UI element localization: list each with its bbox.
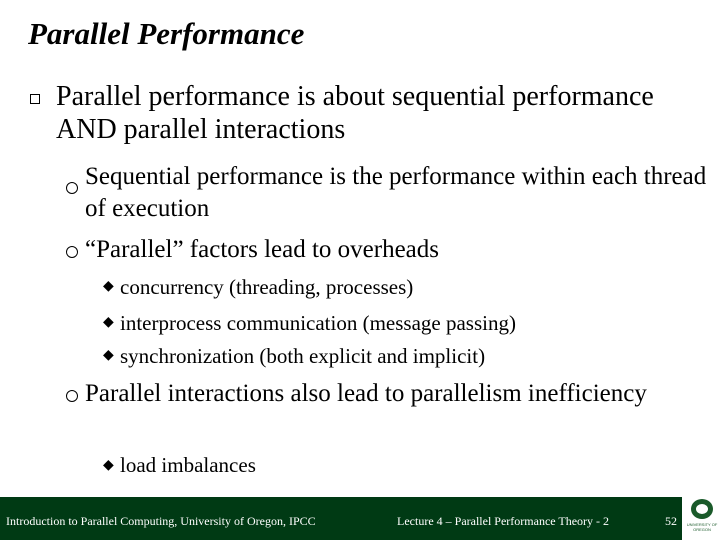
page-number: 52 bbox=[665, 514, 677, 528]
logo-wordmark: UNIVERSITY OF OREGON bbox=[686, 522, 718, 532]
slide-title: Parallel Performance bbox=[28, 16, 305, 51]
circle-bullet-icon bbox=[66, 246, 78, 258]
footer-bar bbox=[0, 497, 682, 540]
diamond-bullet-icon: ◆ bbox=[103, 458, 114, 473]
footer-lecture: Lecture 4 – Parallel Performance Theory - 2 bbox=[397, 514, 610, 528]
circle-bullet-icon bbox=[66, 182, 78, 194]
oregon-o-logo-icon bbox=[691, 499, 713, 519]
diamond-bullet-icon: ◆ bbox=[103, 315, 114, 330]
footer-course: Introduction to Parallel Computing, University of Oregon, IPCC bbox=[6, 514, 316, 528]
diamond-bullet-icon: ◆ bbox=[103, 348, 114, 363]
square-bullet-icon bbox=[30, 94, 40, 104]
bullet-l1-text: Parallel performance is about sequential performance AND parallel interactions bbox=[56, 81, 654, 145]
bullet-l3-interprocess: interprocess communication (message passing) bbox=[120, 311, 516, 335]
circle-bullet-icon bbox=[66, 390, 78, 402]
university-logo bbox=[684, 497, 720, 540]
bullet-l3-synchronization: synchronization (both explicit and implicit) bbox=[120, 344, 486, 368]
bullet-l3-load-imbalances: load imbalances bbox=[120, 453, 256, 477]
bullet-l3-concurrency: concurrency (threading, processes) bbox=[120, 275, 414, 299]
bullet-l2-interactions: Parallel interactions also lead to parallelism inefficiency bbox=[85, 380, 647, 407]
bullet-l2-overheads: “Parallel” factors lead to overheads bbox=[85, 236, 439, 263]
diamond-bullet-icon: ◆ bbox=[103, 279, 114, 294]
bullet-l2-sequential: Sequential performance is the performance within each thread of execution bbox=[85, 163, 707, 222]
